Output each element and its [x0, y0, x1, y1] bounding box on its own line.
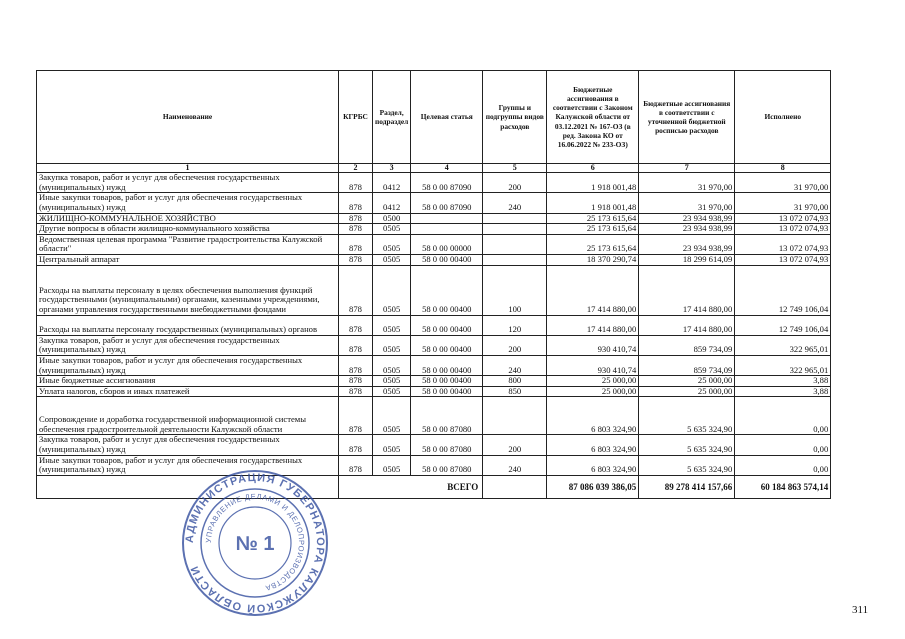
row-law-value: 6 803 324,90: [547, 435, 639, 455]
table-row: [37, 173, 831, 193]
column-number: 2: [339, 164, 373, 173]
row-clarified-value: 17 414 880,00: [639, 265, 735, 315]
row-executed-value: 13 072 074,93: [735, 213, 831, 224]
row-expense-group: 800: [483, 376, 547, 387]
row-expense-group: 120: [483, 315, 547, 335]
table-row: [37, 455, 831, 475]
row-target-article: 58 0 00 87090: [411, 173, 483, 193]
row-kgrbs: 878: [339, 173, 373, 193]
row-executed-value: 322 965,01: [735, 335, 831, 355]
row-section: 0505: [373, 265, 411, 315]
row-expense-group: 200: [483, 173, 547, 193]
row-clarified-value: 859 734,09: [639, 335, 735, 355]
row-law-value: 1 918 001,48: [547, 173, 639, 193]
column-number: 6: [547, 164, 639, 173]
row-name: Иные закупки товаров, работ и услуг для обеспечения государственных (муниципальных) нужд: [37, 355, 339, 375]
table-row: [37, 435, 831, 455]
row-executed-value: 0,00: [735, 455, 831, 475]
column-number: 1: [37, 164, 339, 173]
row-kgrbs: 878: [339, 397, 373, 435]
row-target-article: 58 0 00 00400: [411, 315, 483, 335]
row-section: 0505: [373, 355, 411, 375]
row-law-value: 6 803 324,90: [547, 397, 639, 435]
row-section: 0505: [373, 315, 411, 335]
row-name: Расходы на выплаты персоналу государственных (муниципальных) органов: [37, 315, 339, 335]
row-clarified-value: 23 934 938,99: [639, 234, 735, 254]
row-expense-group: [483, 213, 547, 224]
column-number: 4: [411, 164, 483, 173]
total-executed-value: 60 184 863 574,14: [735, 475, 831, 498]
header-target: Целевая статья: [411, 71, 483, 164]
row-clarified-value: 31 970,00: [639, 173, 735, 193]
row-name: Иные бюджетные ассигнования: [37, 376, 339, 387]
row-expense-group: 850: [483, 386, 547, 397]
total-label: ВСЕГО: [339, 475, 483, 498]
column-number: 7: [639, 164, 735, 173]
table-row: [37, 397, 831, 435]
table-row: [37, 193, 831, 213]
row-section: 0505: [373, 376, 411, 387]
row-name: Закупка товаров, работ и услуг для обеспечения государственных (муниципальных) нужд: [37, 173, 339, 193]
row-law-value: 17 414 880,00: [547, 315, 639, 335]
row-section: 0500: [373, 213, 411, 224]
row-law-value: 25 173 615,64: [547, 224, 639, 235]
header-clarified-appropriations: Бюджетные ассигнования в соответствии с уточненной бюджетной росписью расходов: [639, 71, 735, 164]
row-section: 0505: [373, 234, 411, 254]
row-law-value: 930 410,74: [547, 335, 639, 355]
row-expense-group: [483, 255, 547, 266]
row-law-value: 25 173 615,64: [547, 213, 639, 224]
row-clarified-value: 5 635 324,90: [639, 435, 735, 455]
row-clarified-value: 18 299 614,09: [639, 255, 735, 266]
row-executed-value: 322 965,01: [735, 355, 831, 375]
row-target-article: 58 0 00 00400: [411, 355, 483, 375]
stamp-number: № 1: [235, 533, 275, 555]
table-row: [37, 355, 831, 375]
column-number: 8: [735, 164, 831, 173]
table-row: [37, 315, 831, 335]
row-section: 0505: [373, 435, 411, 455]
row-expense-group: 100: [483, 265, 547, 315]
row-target-article: 58 0 00 00400: [411, 376, 483, 387]
table-row: [37, 255, 831, 266]
row-section: 0412: [373, 173, 411, 193]
row-name: Иные закупки товаров, работ и услуг для обеспечения государственных (муниципальных) нужд: [37, 455, 339, 475]
header-name: Наименование: [37, 71, 339, 164]
row-clarified-value: 25 000,00: [639, 376, 735, 387]
column-number: 5: [483, 164, 547, 173]
row-kgrbs: 878: [339, 234, 373, 254]
header-row: [37, 71, 831, 164]
row-executed-value: 12 749 106,04: [735, 265, 831, 315]
row-target-article: 58 0 00 00400: [411, 386, 483, 397]
row-law-value: 6 803 324,90: [547, 455, 639, 475]
row-executed-value: 3,88: [735, 386, 831, 397]
row-kgrbs: 878: [339, 386, 373, 397]
row-law-value: 17 414 880,00: [547, 265, 639, 315]
page-number: 311: [852, 604, 869, 616]
total-clarified-value: 89 278 414 157,66: [639, 475, 735, 498]
table-row: [37, 213, 831, 224]
row-target-article: 58 0 00 00400: [411, 335, 483, 355]
row-name: Ведомственная целевая программа "Развитие градостроительства Калужской области": [37, 234, 339, 254]
row-kgrbs: 878: [339, 213, 373, 224]
table-row: [37, 265, 831, 315]
stamp-inner-text: УПРАВЛЕНИЕ ДЕЛАМИ И ДЕЛОПРОИЗВОДСТВА: [203, 491, 307, 593]
total-law-value: 87 086 039 386,05: [547, 475, 639, 498]
row-name: Центральный аппарат: [37, 255, 339, 266]
row-executed-value: 31 970,00: [735, 193, 831, 213]
official-stamp: [180, 468, 330, 618]
row-kgrbs: 878: [339, 255, 373, 266]
header-kgrbs: КГРБС: [339, 71, 373, 164]
row-target-article: 58 0 00 87080: [411, 455, 483, 475]
total-row: [37, 475, 831, 498]
row-executed-value: 12 749 106,04: [735, 315, 831, 335]
row-executed-value: 13 072 074,93: [735, 234, 831, 254]
header-executed: Исполнено: [735, 71, 831, 164]
row-kgrbs: 878: [339, 435, 373, 455]
table-row: [37, 234, 831, 254]
row-expense-group: 240: [483, 455, 547, 475]
row-expense-group: 240: [483, 355, 547, 375]
row-expense-group: [483, 397, 547, 435]
row-target-article: [411, 213, 483, 224]
row-law-value: 25 173 615,64: [547, 234, 639, 254]
row-name: Уплата налогов, сборов и иных платежей: [37, 386, 339, 397]
row-section: 0505: [373, 455, 411, 475]
row-section: 0505: [373, 224, 411, 235]
row-kgrbs: 878: [339, 355, 373, 375]
row-law-value: 18 370 290,74: [547, 255, 639, 266]
row-clarified-value: 31 970,00: [639, 193, 735, 213]
row-target-article: [411, 224, 483, 235]
row-expense-group: [483, 234, 547, 254]
row-clarified-value: 23 934 938,99: [639, 224, 735, 235]
table-row: [37, 386, 831, 397]
row-name: ЖИЛИЩНО-КОММУНАЛЬНОЕ ХОЗЯЙСТВО: [37, 213, 339, 224]
row-expense-group: 240: [483, 193, 547, 213]
row-expense-group: [483, 224, 547, 235]
table-row: [37, 335, 831, 355]
row-kgrbs: 878: [339, 376, 373, 387]
header-groups: Группы и подгруппы видов расходов: [483, 71, 547, 164]
row-section: 0505: [373, 255, 411, 266]
row-executed-value: 3,88: [735, 376, 831, 387]
row-kgrbs: 878: [339, 315, 373, 335]
header-section: Раздел, подраздел: [373, 71, 411, 164]
row-target-article: 58 0 00 87090: [411, 193, 483, 213]
budget-sheet: [36, 70, 831, 499]
row-kgrbs: 878: [339, 193, 373, 213]
row-kgrbs: 878: [339, 224, 373, 235]
row-kgrbs: 878: [339, 265, 373, 315]
row-target-article: 58 0 00 87080: [411, 435, 483, 455]
table-row: [37, 224, 831, 235]
row-executed-value: 0,00: [735, 435, 831, 455]
row-expense-group: 200: [483, 435, 547, 455]
table-row: [37, 376, 831, 387]
row-section: 0505: [373, 386, 411, 397]
row-section: 0412: [373, 193, 411, 213]
budget-table: [36, 70, 831, 499]
row-executed-value: 31 970,00: [735, 173, 831, 193]
row-section: 0505: [373, 397, 411, 435]
row-law-value: 25 000,00: [547, 376, 639, 387]
row-clarified-value: 17 414 880,00: [639, 315, 735, 335]
row-target-article: 58 0 00 87080: [411, 397, 483, 435]
row-clarified-value: 25 000,00: [639, 386, 735, 397]
row-target-article: 58 0 00 00400: [411, 265, 483, 315]
row-clarified-value: 5 635 324,90: [639, 455, 735, 475]
total-empty-cell: [483, 475, 547, 498]
row-target-article: 58 0 00 00000: [411, 234, 483, 254]
row-law-value: 25 000,00: [547, 386, 639, 397]
row-section: 0505: [373, 335, 411, 355]
stamp-outer-text: АДМИНИСТРАЦИЯ ГУБЕРНАТОРА КАЛУЖСКОЙ ОБЛАСТИ: [183, 471, 327, 615]
header-law-appropriations: Бюджетные ассигнования в соответствии с Законом Калужской области от 03.12.2021 № 167-ОЗ (в ред. Закона КО от 16.06.2022 № 233-ОЗ): [547, 71, 639, 164]
row-clarified-value: 859 734,09: [639, 355, 735, 375]
row-name: Закупка товаров, работ и услуг для обеспечения государственных (муниципальных) нужд: [37, 335, 339, 355]
row-kgrbs: 878: [339, 455, 373, 475]
row-law-value: 1 918 001,48: [547, 193, 639, 213]
row-name: Иные закупки товаров, работ и услуг для обеспечения государственных (муниципальных) нужд: [37, 193, 339, 213]
row-expense-group: 200: [483, 335, 547, 355]
column-number: 3: [373, 164, 411, 173]
row-name: Расходы на выплаты персоналу в целях обеспечения выполнения функций государственными (муниципальными) органами, казенными учреждениями, органами управления государственными внебюджетными фондами: [37, 265, 339, 315]
row-name: Сопровождение и доработка государственной информационной системы обеспечения градостроительной деятельности Калужской области: [37, 397, 339, 435]
row-kgrbs: 878: [339, 335, 373, 355]
row-clarified-value: 23 934 938,99: [639, 213, 735, 224]
row-name: Другие вопросы в области жилищно-коммунального хозяйства: [37, 224, 339, 235]
row-name: Закупка товаров, работ и услуг для обеспечения государственных (муниципальных) нужд: [37, 435, 339, 455]
row-target-article: 58 0 00 00400: [411, 255, 483, 266]
row-executed-value: 13 072 074,93: [735, 224, 831, 235]
row-law-value: 930 410,74: [547, 355, 639, 375]
row-clarified-value: 5 635 324,90: [639, 397, 735, 435]
column-number-row: [37, 164, 831, 173]
row-executed-value: 13 072 074,93: [735, 255, 831, 266]
row-executed-value: 0,00: [735, 397, 831, 435]
